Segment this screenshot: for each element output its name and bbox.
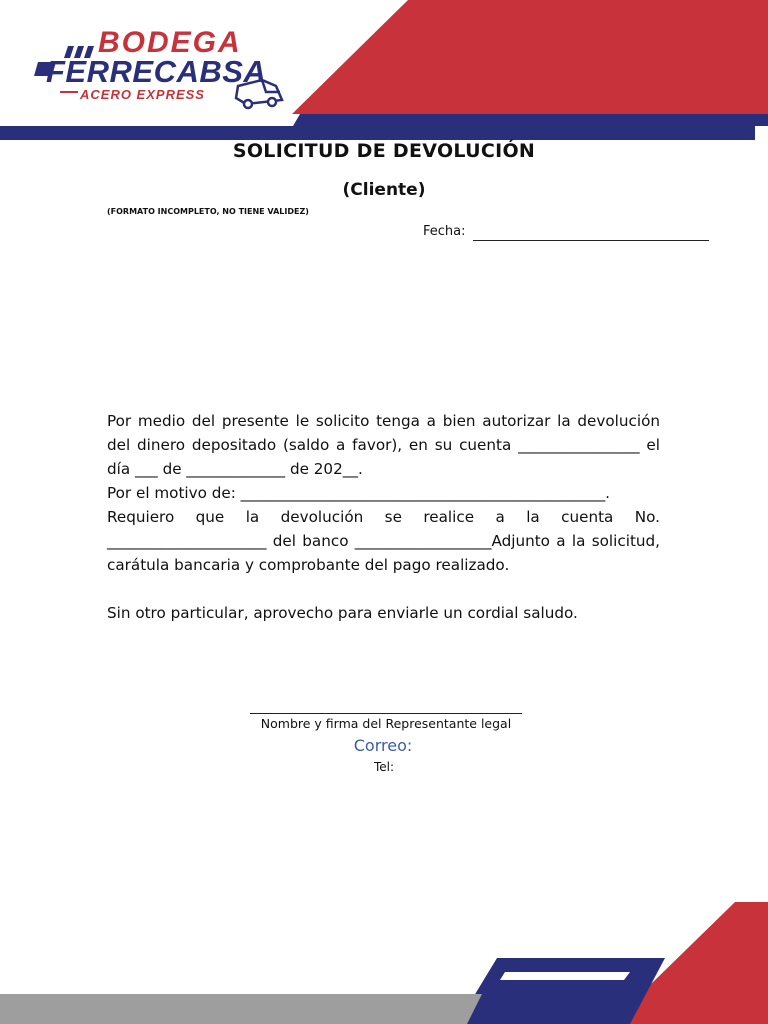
logo-acero-express: ACERO EXPRESS <box>80 87 205 102</box>
fecha-blank-line <box>473 240 709 241</box>
footer-navy-band <box>457 958 665 1024</box>
paragraph-closing: Sin otro particular, aprovecho para enviarle un cordial saludo. <box>107 604 578 622</box>
signature-line <box>250 713 522 714</box>
fecha-label: Fecha: <box>423 224 466 239</box>
footer-gray-band <box>0 994 482 1024</box>
paragraph-request: Por medio del presente le solicito tenga a bien autorizar la devolución del dinero depositado (saldo a favor), en su cuenta ________________ el día ___ de _____________ de 202__. <box>107 412 660 478</box>
footer-white-stripe <box>500 972 630 980</box>
company-logo <box>34 26 282 108</box>
signature-label: Nombre y firma del Representante legal <box>260 716 512 731</box>
header-banner <box>0 0 768 140</box>
paragraph-gap <box>107 577 660 601</box>
letter-body <box>107 409 660 625</box>
validity-note: (FORMATO INCOMPLETO, NO TIENE VALIDEZ) <box>107 207 309 216</box>
tel-label: Tel: <box>373 760 395 774</box>
paragraph-account: Requiero que la devolución se realice a la cuenta No. _____________________ del banco __________________Adjunto a la solicitud, carátula bancaria y comprobante del pago realizado. <box>107 508 660 574</box>
correo-label: Correo: <box>353 736 413 755</box>
logo-bodega: BODEGA <box>98 26 242 59</box>
document-title: SOLICITUD DE DEVOLUCIÓN <box>232 140 536 162</box>
footer-banner <box>0 896 768 1024</box>
document-subtitle: (Cliente) <box>342 180 426 200</box>
paragraph-motive: Por el motivo de: ________________________________________________. <box>107 484 610 502</box>
header-gray-strip <box>0 126 290 140</box>
logo-ferrecabsa: FERRECABSA <box>46 54 267 89</box>
header-red-band <box>292 0 768 114</box>
